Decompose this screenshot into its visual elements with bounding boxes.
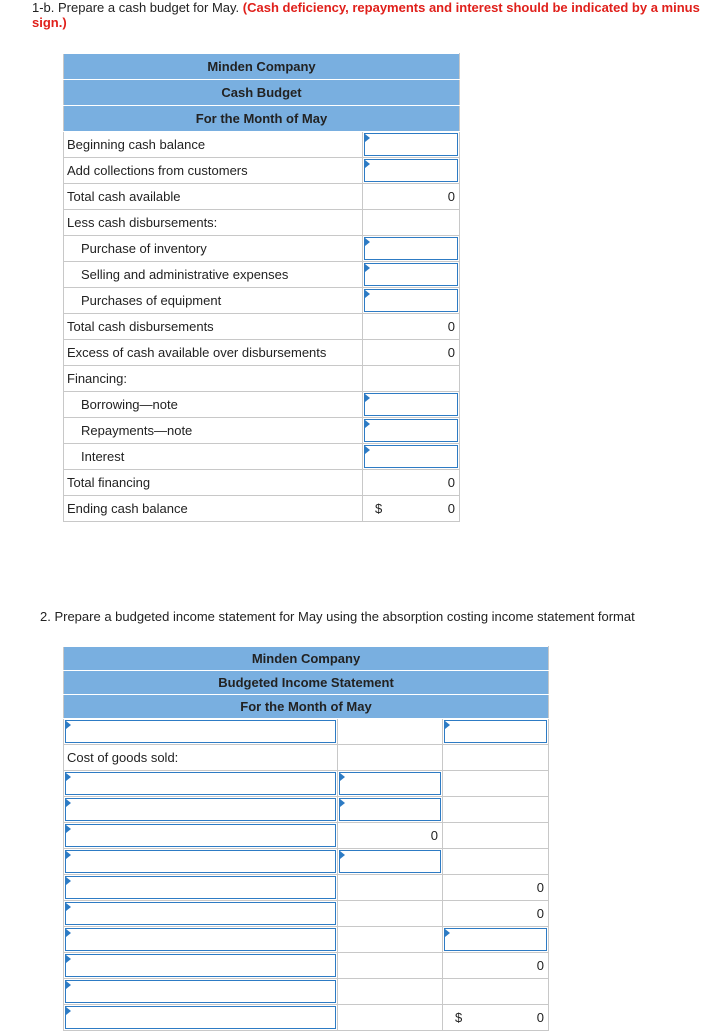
row-label: Repayments—note bbox=[64, 418, 363, 444]
statement-title: Budgeted Income Statement bbox=[64, 671, 549, 695]
table-row bbox=[64, 444, 460, 470]
question-2: 2. Prepare a budgeted income statement for May using the absorption costing income statement format bbox=[40, 609, 635, 624]
table-row bbox=[64, 158, 460, 184]
table-row bbox=[64, 979, 549, 1005]
table-row bbox=[64, 262, 460, 288]
empty-cell bbox=[338, 953, 443, 979]
empty-cell bbox=[338, 745, 443, 771]
empty-cell bbox=[338, 927, 443, 953]
row-label: Add collections from customers bbox=[64, 158, 363, 184]
purchase-inventory-input[interactable] bbox=[364, 237, 458, 260]
dollar-sign: $ bbox=[455, 1010, 463, 1025]
table-row bbox=[64, 236, 460, 262]
total-available-value: 0 bbox=[363, 184, 460, 210]
table-row bbox=[64, 953, 549, 979]
empty-cell bbox=[363, 210, 460, 236]
row-label: Less cash disbursements: bbox=[64, 210, 363, 236]
total-financing-value: 0 bbox=[363, 470, 460, 496]
computed-value: 0 bbox=[443, 901, 549, 927]
table-row bbox=[64, 340, 460, 366]
line-label-input[interactable] bbox=[65, 824, 336, 847]
empty-cell bbox=[338, 901, 443, 927]
sga-expenses-input[interactable] bbox=[364, 263, 458, 286]
row-label: Excess of cash available over disbursements bbox=[64, 340, 363, 366]
table-row bbox=[64, 1005, 549, 1031]
empty-cell bbox=[443, 823, 549, 849]
amount-input[interactable] bbox=[339, 772, 441, 795]
table-row bbox=[64, 875, 549, 901]
table-row bbox=[64, 288, 460, 314]
table-row bbox=[64, 771, 549, 797]
row-label: Ending cash balance bbox=[64, 496, 363, 522]
ending-cash-value: 0 bbox=[447, 501, 455, 516]
table-row bbox=[64, 314, 460, 340]
row-label: Purchase of inventory bbox=[64, 236, 363, 262]
table-row bbox=[64, 719, 549, 745]
sales-input[interactable] bbox=[444, 720, 547, 743]
question-1b bbox=[32, 0, 702, 30]
amount-input[interactable] bbox=[339, 798, 441, 821]
empty-cell bbox=[338, 719, 443, 745]
dollar-sign: $ bbox=[375, 501, 383, 516]
computed-value: 0 bbox=[443, 875, 549, 901]
amount-input[interactable] bbox=[444, 928, 547, 951]
company-name: Minden Company bbox=[64, 647, 549, 671]
table-row bbox=[64, 496, 460, 522]
empty-cell bbox=[338, 979, 443, 1005]
row-label: Selling and administrative expenses bbox=[64, 262, 363, 288]
empty-cell bbox=[443, 797, 549, 823]
table-row bbox=[64, 184, 460, 210]
line-label-input[interactable] bbox=[65, 876, 336, 899]
empty-cell bbox=[363, 366, 460, 392]
row-label: Financing: bbox=[64, 366, 363, 392]
table-row bbox=[64, 745, 549, 771]
ending-cash-cell bbox=[363, 496, 460, 522]
table-row bbox=[64, 418, 460, 444]
table-row bbox=[64, 901, 549, 927]
empty-cell bbox=[443, 849, 549, 875]
net-income-cell bbox=[443, 1005, 549, 1031]
table-row bbox=[64, 392, 460, 418]
interest-input[interactable] bbox=[364, 445, 458, 468]
statement-period: For the Month of May bbox=[64, 106, 460, 132]
income-statement-table bbox=[63, 646, 549, 1031]
statement-title: Cash Budget bbox=[64, 80, 460, 106]
line-label-input[interactable] bbox=[65, 720, 336, 743]
table-row bbox=[64, 823, 549, 849]
repayments-input[interactable] bbox=[364, 419, 458, 442]
total-disbursements-value: 0 bbox=[363, 314, 460, 340]
line-label-input[interactable] bbox=[65, 902, 336, 925]
amount-input[interactable] bbox=[339, 850, 441, 873]
computed-value: 0 bbox=[443, 953, 549, 979]
equipment-input[interactable] bbox=[364, 289, 458, 312]
borrowing-input[interactable] bbox=[364, 393, 458, 416]
collections-input[interactable] bbox=[364, 159, 458, 182]
cogs-label: Cost of goods sold: bbox=[64, 745, 338, 771]
row-label: Total financing bbox=[64, 470, 363, 496]
row-label: Total cash available bbox=[64, 184, 363, 210]
table-row bbox=[64, 470, 460, 496]
empty-cell bbox=[443, 745, 549, 771]
question-1b-text: 1-b. Prepare a cash budget for May. bbox=[32, 0, 240, 15]
cash-budget-table bbox=[63, 53, 460, 522]
table-row bbox=[64, 366, 460, 392]
row-label: Borrowing—note bbox=[64, 392, 363, 418]
empty-cell bbox=[338, 1005, 443, 1031]
table-row bbox=[64, 210, 460, 236]
beginning-cash-input[interactable] bbox=[364, 133, 458, 156]
statement-period: For the Month of May bbox=[64, 695, 549, 719]
empty-cell bbox=[338, 875, 443, 901]
company-name: Minden Company bbox=[64, 54, 460, 80]
table-row bbox=[64, 797, 549, 823]
net-income-value: 0 bbox=[536, 1010, 545, 1025]
line-label-input[interactable] bbox=[65, 928, 336, 951]
line-label-input[interactable] bbox=[65, 850, 336, 873]
row-label: Interest bbox=[64, 444, 363, 470]
row-label: Beginning cash balance bbox=[64, 132, 363, 158]
line-label-input[interactable] bbox=[65, 798, 336, 821]
subtotal-value: 0 bbox=[338, 823, 443, 849]
table-row bbox=[64, 927, 549, 953]
line-label-input[interactable] bbox=[65, 1006, 336, 1029]
line-label-input[interactable] bbox=[65, 954, 336, 977]
instruction-text: (Cash deficiency, repayments and interest should be indicated by a minus sign.) bbox=[32, 0, 700, 30]
empty-cell bbox=[443, 771, 549, 797]
empty-cell bbox=[443, 979, 549, 1005]
row-label: Total cash disbursements bbox=[64, 314, 363, 340]
table-row bbox=[64, 849, 549, 875]
line-label-input[interactable] bbox=[65, 980, 336, 1003]
table-row bbox=[64, 132, 460, 158]
row-label: Purchases of equipment bbox=[64, 288, 363, 314]
line-label-input[interactable] bbox=[65, 772, 336, 795]
excess-value: 0 bbox=[363, 340, 460, 366]
